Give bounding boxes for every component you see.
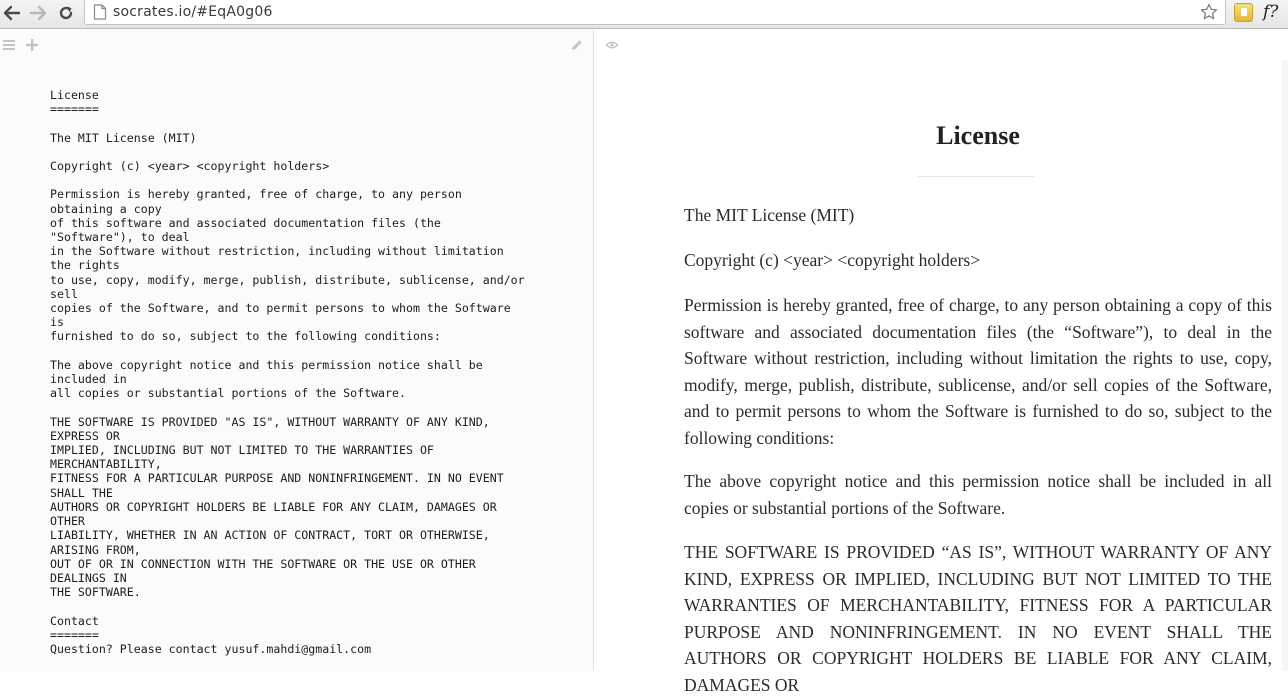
editor-panel [0, 30, 594, 671]
paragraph-copyright: Copyright (c) <year> <copyright holders> [684, 250, 981, 270]
extension-fx-button[interactable]: f? [1263, 2, 1279, 22]
document-title: License [936, 121, 1020, 150]
preview-toggle-button[interactable] [605, 38, 619, 52]
forward-button[interactable] [27, 2, 49, 24]
reload-button[interactable] [55, 2, 77, 24]
edit-button[interactable] [570, 38, 584, 52]
bookmark-button[interactable] [1199, 2, 1219, 22]
paragraph-permission: Permission is hereby granted, free of charge, to any person obtaining a copy of this software and associated documentation files (the “Software”), to deal in the Software without restriction, including without limitation the rights to use, copy, modify, merge, publish, distribute, sublicense, and/or sell copies of the Software, and to permit persons to whom the Software is furnished to do so, subject to the following conditions: [684, 295, 1272, 448]
markdown-source[interactable]: License ======= The MIT License (MIT) Copyright (c) <year> <copyright holders> Permission is hereby granted, free of charge, to any person obtaining a copy of this software and associated documentation files (the "Software"), to deal in the Software without restriction, including without limitation the rights to use, copy, modify, merge, publish, distribute, sublicense, and/or sell copies of the Software, and to permit persons to whom the Software is furnished to do so, subject to the following conditions: The above copyright notice and this permission notice shall be included in all copies or substantial portions of the Software. THE SOFTWARE IS PROVIDED "AS IS", WITHOUT WARRANTY OF ANY KIND, EXPRESS OR IMPLIED, INCLUDING BUT NOT LIMITED TO THE WARRANTIES OF MERCHANTABILITY, FITNESS FOR A PARTICULAR PURPOSE AND NONINFRINGEMENT. IN NO EVENT SHALL THE AUTHORS OR COPYRIGHT HOLDERS BE LIABLE FOR ANY CLAIM, DAMAGES OR OTHER LIABILITY, WHETHER IN AN ACTION OF CONTRACT, TORT OR OTHERWISE, ARISING FROM, OUT OF OR IN CONNECTION WITH THE SOFTWARE OR THE USE OR OTHER DEALINGS IN THE SOFTWARE. Contact ======= Question? Please contact yusuf.mahdi@gmail.com [50, 88, 525, 656]
browser-toolbar [0, 0, 1288, 29]
menu-icon [3, 40, 15, 50]
page-icon [93, 4, 107, 20]
url-text[interactable]: socrates.io/#EqA0g06 [113, 4, 273, 20]
back-button[interactable] [1, 2, 23, 24]
editor-toolbar [0, 30, 594, 58]
paragraph-notice: The above copyright notice and this permission notice shall be included in all copies or substantial portions of the Software. [684, 471, 1272, 518]
reload-icon [58, 5, 74, 21]
add-button[interactable] [25, 38, 39, 52]
star-icon [1200, 3, 1218, 21]
address-bar[interactable] [84, 0, 1226, 25]
add-icon [26, 39, 38, 51]
pencil-icon [571, 39, 583, 51]
menu-button[interactable] [2, 38, 16, 52]
paragraph-warranty: THE SOFTWARE IS PROVIDED “AS IS”, WITHOUT WARRANTY OF ANY KIND, EXPRESS OR IMPLIED, INCLUDING BUT NOT LIMITED TO THE WARRANTIES OF MERCHANTABILITY, FITNESS FOR A PARTICULAR PURPOSE AND NONINFRINGEMENT. IN NO EVENT SHALL THE AUTHORS OR COPYRIGHT HOLDERS BE LIABLE FOR ANY CLAIM, DAMAGES OR [684, 542, 1272, 695]
preview-panel [595, 30, 1288, 695]
eye-icon [606, 41, 618, 49]
extension-icon[interactable] [1234, 3, 1253, 22]
preview-scrollbar[interactable] [1282, 60, 1288, 671]
paragraph-license-name: The MIT License (MIT) [684, 205, 855, 225]
title-divider [918, 176, 1034, 177]
back-arrow-icon [4, 6, 20, 20]
preview-toolbar [595, 30, 1288, 58]
forward-arrow-icon [30, 6, 46, 20]
